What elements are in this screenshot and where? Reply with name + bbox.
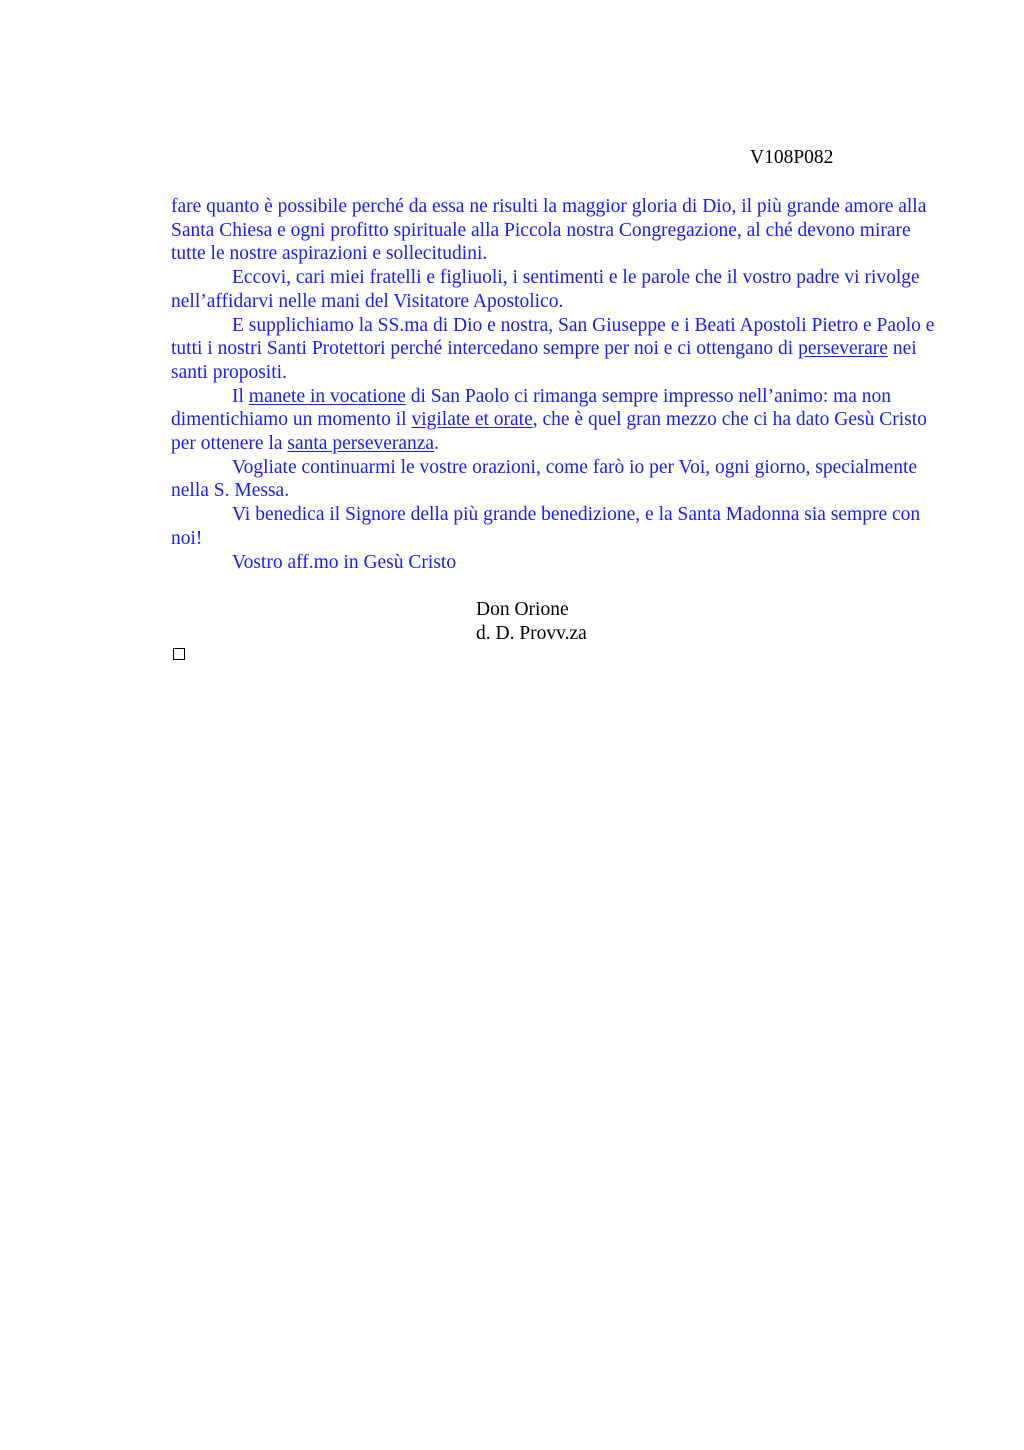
paragraph-4-text-d: .: [434, 433, 439, 455]
signature-title: d. D. Provv.za: [476, 623, 587, 644]
paragraph-3-text-b: nei santi propositi.: [171, 338, 917, 383]
underlined-perseverare: perseverare: [798, 338, 888, 360]
paragraph-1: fare quanto è possibile perché da essa ne risulti la maggior gloria di Dio, il più grande amore alla Santa Chiesa e ogni profitto spirituale alla Piccola nostra Congregazione, al ché devono mirare tutte le nostre aspirazioni e sollecitudini.: [171, 196, 927, 265]
paragraph-2: Eccovi, cari miei fratelli e figliuoli, i sentimenti e le parole che il vostro padre vi rivolge nell’affidarvi nelle mani del Visitatore Apostolico.: [171, 267, 920, 312]
paragraph-6: Vi benedica il Signore della più grande benedizione, e la Santa Madonna sia sempre con noi!: [171, 504, 921, 549]
paragraph-4: [171, 385, 936, 456]
paragraph-4-text-c: , che è quel gran mezzo che ci ha dato Gesù Cristo per ottenere la: [171, 409, 927, 455]
underlined-santa-perseveranza: santa perseveranza: [287, 433, 435, 455]
page-code: V108P082: [750, 147, 834, 168]
underlined-manete-in-vocatione: manete in vocatione: [248, 385, 406, 407]
paragraph-4-text-b: di San Paolo ci rimanga sempre impresso nell’animo: ma non dimentichiamo un momento il: [171, 385, 892, 431]
letter-body: [171, 195, 936, 574]
square-box-icon: [173, 648, 185, 660]
signature-block: [476, 598, 587, 646]
paragraph-3: [171, 314, 936, 385]
paragraph-3-text-a: E supplichiamo la SS.ma di Dio e nostra, San Giuseppe e i Beati Apostoli Pietro e Paolo e tutti i nostri Santi Protettori perché intercedano sempre per noi e ci ottengano di: [171, 314, 935, 360]
signature-name: Don Orione: [476, 599, 569, 620]
underlined-vigilate-et-orate: vigilate et orate: [411, 409, 533, 431]
paragraph-4-text-a: Il: [232, 385, 249, 407]
closing-line: Vostro aff.mo in Gesù Cristo: [232, 551, 457, 573]
paragraph-5: Vogliate continuarmi le vostre orazioni, come farò io per Voi, ogni giorno, specialmente nella S. Messa.: [171, 456, 918, 502]
